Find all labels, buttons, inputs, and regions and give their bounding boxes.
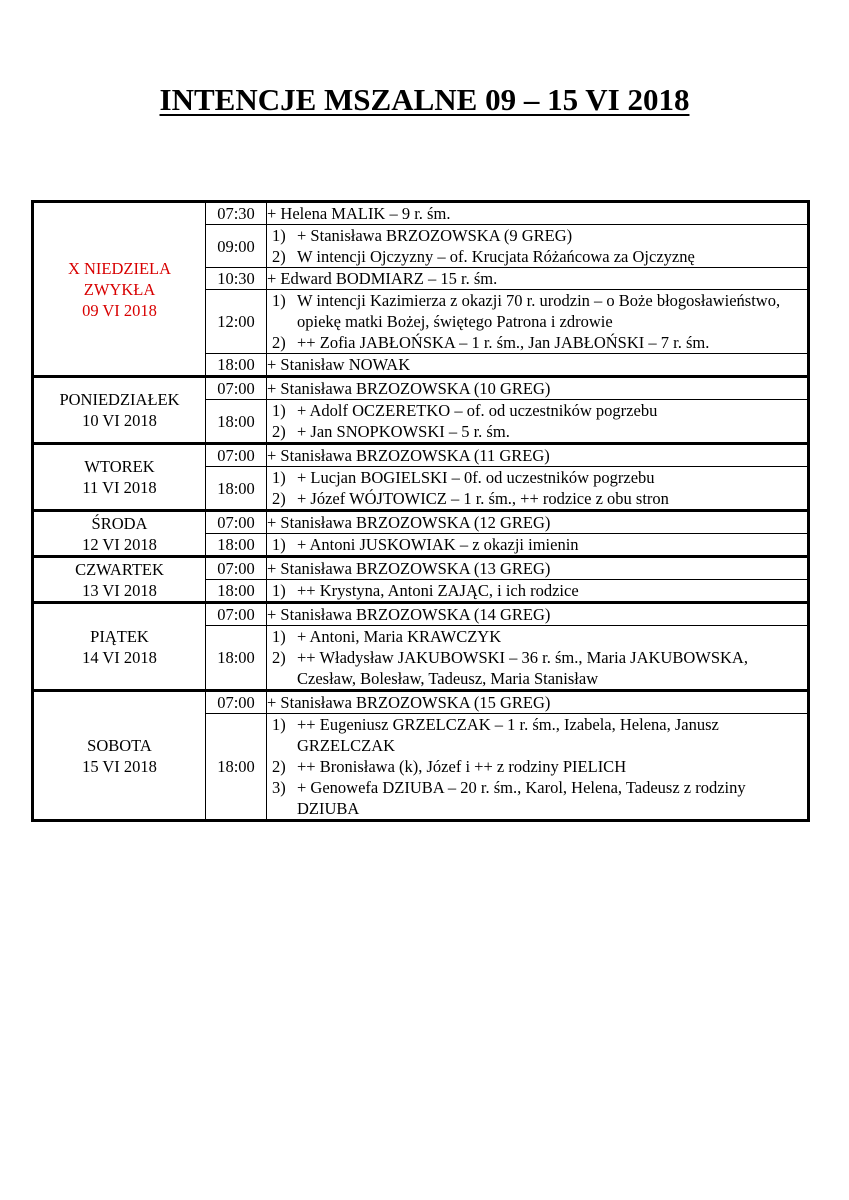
intention-text: + Antoni, Maria KRAWCZYK — [297, 627, 502, 646]
mass-time: 18:00 — [206, 714, 267, 821]
intention-number: 2) — [272, 489, 286, 508]
mass-intention — [267, 268, 809, 290]
intention-number: 2) — [272, 422, 286, 441]
intention-item — [267, 488, 807, 509]
intention-number: 1) — [272, 581, 286, 600]
mass-intention — [267, 377, 809, 400]
intention-item — [267, 400, 807, 421]
mass-intention — [267, 400, 809, 444]
day-name: SOBOTA — [87, 735, 152, 755]
mass-intention — [267, 534, 809, 557]
day-date: 13 VI 2018 — [82, 580, 157, 600]
mass-time: 07:00 — [206, 691, 267, 714]
intention-text: ++ Zofia JABŁOŃSKA – 1 r. śm., Jan JABŁOŃSKI – 7 r. śm. — [297, 333, 710, 352]
day-cell — [33, 557, 206, 603]
intention-item — [267, 580, 807, 601]
intention-text: + Genowefa DZIUBA – 20 r. śm., Karol, Helena, Tadeusz z rodziny DZIUBA — [297, 778, 746, 818]
mass-intention — [267, 603, 809, 626]
mass-time: 18:00 — [206, 354, 267, 377]
intention-number: 2) — [272, 757, 286, 776]
intention-list — [267, 467, 807, 509]
intention-text: + Stanisława BRZOZOWSKA (11 GREG) — [267, 446, 550, 465]
intention-text: ++ Krystyna, Antoni ZAJĄC, i ich rodzice — [297, 581, 579, 600]
mass-intention — [267, 691, 809, 714]
day-cell — [33, 603, 206, 691]
day-cell — [33, 377, 206, 444]
mass-intention — [267, 354, 809, 377]
intention-list — [267, 626, 807, 689]
intention-number: 1) — [272, 226, 286, 245]
schedule-row — [33, 691, 809, 714]
intention-item — [267, 756, 807, 777]
intention-list — [267, 225, 807, 267]
mass-time: 18:00 — [206, 534, 267, 557]
mass-time: 18:00 — [206, 400, 267, 444]
mass-intention — [267, 290, 809, 354]
mass-time: 12:00 — [206, 290, 267, 354]
intention-text: + Helena MALIK – 9 r. śm. — [267, 204, 451, 223]
mass-time: 07:00 — [206, 511, 267, 534]
intention-item — [267, 647, 807, 689]
intention-list — [267, 580, 807, 601]
mass-intention — [267, 626, 809, 691]
intention-number: 1) — [272, 291, 286, 310]
intention-text: + Adolf OCZERETKO – of. od uczestników pogrzebu — [297, 401, 658, 420]
intention-item — [267, 467, 807, 488]
intention-text: + Edward BODMIARZ – 15 r. śm. — [267, 269, 498, 288]
mass-intention — [267, 580, 809, 603]
schedule-row — [33, 603, 809, 626]
mass-intention — [267, 714, 809, 821]
intention-text: W intencji Ojczyzny – of. Krucjata Różańcowa za Ojczyznę — [297, 247, 695, 266]
mass-time: 18:00 — [206, 580, 267, 603]
schedule-row — [33, 377, 809, 400]
mass-time: 07:00 — [206, 377, 267, 400]
intention-list — [267, 400, 807, 442]
mass-intention — [267, 444, 809, 467]
intention-text: + Józef WÓJTOWICZ – 1 r. śm., ++ rodzice z obu stron — [297, 489, 669, 508]
day-name: CZWARTEK — [75, 559, 164, 579]
mass-time: 07:30 — [206, 202, 267, 225]
day-cell — [33, 511, 206, 557]
mass-time: 09:00 — [206, 225, 267, 268]
intention-text: + Stanisława BRZOZOWSKA (14 GREG) — [267, 605, 551, 624]
intention-item — [267, 714, 807, 756]
day-cell — [33, 202, 206, 377]
mass-time: 10:30 — [206, 268, 267, 290]
intention-text: + Stanisława BRZOZOWSKA (9 GREG) — [297, 226, 573, 245]
mass-intention — [267, 202, 809, 225]
intention-text: + Jan SNOPKOWSKI – 5 r. śm. — [297, 422, 510, 441]
day-date: 14 VI 2018 — [82, 647, 157, 667]
intention-item — [267, 225, 807, 246]
day-date: 11 VI 2018 — [82, 478, 157, 497]
intention-text: ++ Bronisława (k), Józef i ++ z rodziny PIELICH — [297, 757, 627, 776]
mass-schedule-table — [31, 200, 810, 822]
intention-list — [267, 714, 807, 819]
day-date: 15 VI 2018 — [82, 756, 157, 776]
intention-item — [267, 626, 807, 647]
day-cell — [33, 444, 206, 511]
mass-intention — [267, 467, 809, 511]
mass-time: 18:00 — [206, 467, 267, 511]
day-date: 12 VI 2018 — [82, 534, 157, 554]
day-date: 09 VI 2018 — [82, 300, 157, 320]
intention-number: 2) — [272, 333, 286, 352]
intention-list — [267, 534, 807, 555]
mass-time: 18:00 — [206, 626, 267, 691]
intention-text: ++ Eugeniusz GRZELCZAK – 1 r. śm., Izabela, Helena, Janusz GRZELCZAK — [297, 715, 719, 755]
schedule-body — [33, 202, 809, 821]
intention-text: + Stanisława BRZOZOWSKA (10 GREG) — [267, 379, 551, 398]
mass-time: 07:00 — [206, 603, 267, 626]
intention-text: + Stanisława BRZOZOWSKA (15 GREG) — [267, 693, 551, 712]
intention-item — [267, 290, 807, 332]
day-name: ŚRODA — [91, 513, 148, 533]
mass-intention — [267, 557, 809, 580]
intention-item — [267, 421, 807, 442]
mass-time: 07:00 — [206, 557, 267, 580]
mass-time: 07:00 — [206, 444, 267, 467]
intention-text: + Stanisław NOWAK — [267, 355, 411, 374]
intention-number: 1) — [272, 535, 286, 554]
schedule-row — [33, 557, 809, 580]
intention-number: 1) — [272, 627, 286, 646]
schedule-row — [33, 444, 809, 467]
intention-text: + Lucjan BOGIELSKI – 0f. od uczestników pogrzebu — [297, 468, 655, 487]
day-name: WTOREK — [84, 457, 155, 476]
day-date: 10 VI 2018 — [82, 411, 157, 430]
page-title — [0, 80, 849, 120]
mass-intention — [267, 511, 809, 534]
intention-text: + Stanisława BRZOZOWSKA (13 GREG) — [267, 559, 551, 578]
page-title-text: INTENCJE MSZALNE 09 – 15 VI 2018 — [159, 82, 690, 117]
intention-item — [267, 246, 807, 267]
intention-number: 3) — [272, 778, 286, 797]
intention-number: 1) — [272, 401, 286, 420]
intention-number: 2) — [272, 247, 286, 266]
schedule-row — [33, 511, 809, 534]
day-name: PONIEDZIAŁEK — [59, 390, 180, 409]
intention-text: W intencji Kazimierza z okazji 70 r. urodzin – o Boże błogosławieństwo, opiekę matki Bożej, świętego Patrona i zdrowie — [297, 291, 781, 331]
intention-text: ++ Władysław JAKUBOWSKI – 36 r. śm., Maria JAKUBOWSKA, Czesław, Bolesław, Tadeusz, Maria Stanisław — [297, 648, 748, 688]
intention-number: 1) — [272, 715, 286, 734]
intention-number: 2) — [272, 648, 286, 667]
intention-list — [267, 290, 807, 353]
mass-intention — [267, 225, 809, 268]
intention-item — [267, 332, 807, 353]
day-cell — [33, 691, 206, 821]
intention-text: + Stanisława BRZOZOWSKA (12 GREG) — [267, 513, 551, 532]
schedule-row — [33, 202, 809, 225]
day-name: PIĄTEK — [90, 626, 149, 646]
intention-item — [267, 777, 807, 819]
intention-text: + Antoni JUSKOWIAK – z okazji imienin — [297, 535, 579, 554]
day-name: X NIEDZIELA ZWYKŁA — [67, 258, 172, 299]
intention-item — [267, 534, 807, 555]
intention-number: 1) — [272, 468, 286, 487]
